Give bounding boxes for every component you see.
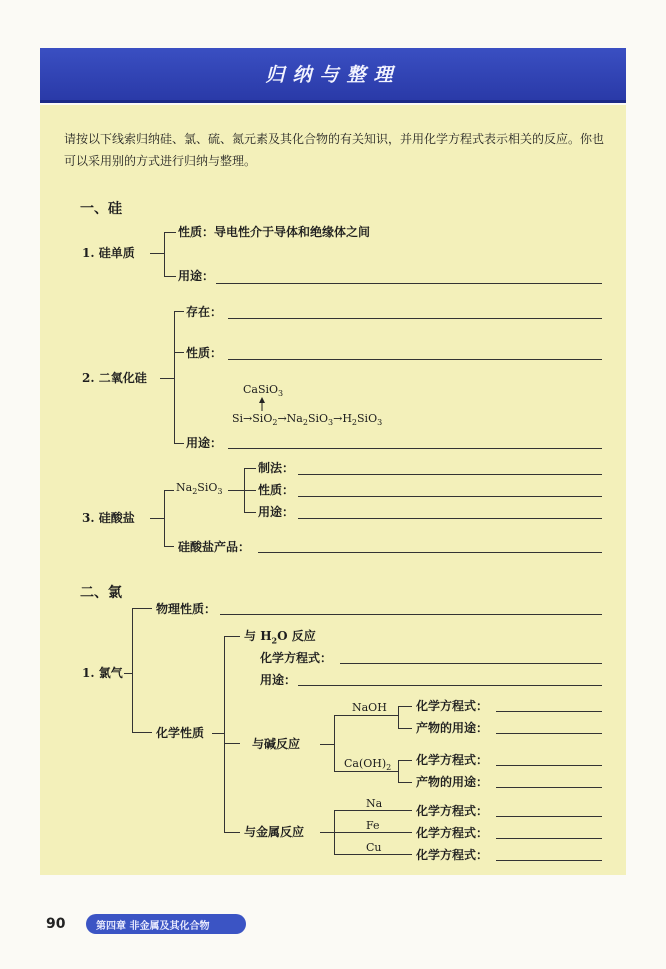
fe-equation-blank <box>496 838 602 839</box>
caoh2-equation-label: 化学方程式： <box>416 753 489 767</box>
silica-use-label: 用途： <box>186 436 223 450</box>
naoh-use-label: 产物的用途： <box>416 721 489 735</box>
formula-na2sio3: $Na_2SiO_3$ <box>176 481 223 497</box>
naoh-use-blank <box>496 733 602 734</box>
chemical-property-label: 化学性质 <box>156 726 205 740</box>
connector-line <box>398 782 412 783</box>
water-equation-blank <box>340 663 602 664</box>
physical-property-blank <box>220 614 602 615</box>
silicate-prep-label: 制法： <box>258 461 295 475</box>
silica-label: 2. 二氧化硅 <box>82 371 147 385</box>
bracket-line <box>334 715 335 771</box>
fe-equation-label: 化学方程式： <box>416 826 489 840</box>
connector-line <box>224 743 240 744</box>
section2-heading: 二、氯 <box>80 585 122 601</box>
connector-line <box>124 673 132 674</box>
connector-line <box>320 744 334 745</box>
bracket-line <box>398 706 399 728</box>
connector-line <box>320 832 334 833</box>
silicon-use-label: 用途： <box>178 269 215 283</box>
page-number: 90 <box>46 916 66 932</box>
physical-property-label: 物理性质： <box>156 602 217 616</box>
connector-line <box>398 706 412 707</box>
silica-exist-label: 存在： <box>186 305 223 319</box>
metal-cu: Cu <box>366 841 382 854</box>
metal-reaction-label: 与金属反应 <box>244 825 305 839</box>
silicate-property-label: 性质： <box>258 483 295 497</box>
bracket-line <box>224 636 225 832</box>
reagent-naoh: NaOH <box>352 701 387 714</box>
connector-line <box>228 490 244 491</box>
caoh2-equation-blank <box>496 765 602 766</box>
silicate-label: 3. 硅酸盐 <box>82 511 135 525</box>
cu-equation-blank <box>496 860 602 861</box>
bracket-line <box>398 760 399 782</box>
naoh-equation-label: 化学方程式： <box>416 699 489 713</box>
caoh2-use-label: 产物的用途： <box>416 775 489 789</box>
formula-casio3: CaSiO$_3$ <box>243 383 284 399</box>
connector-line <box>212 733 224 734</box>
naoh-equation-blank <box>496 711 602 712</box>
na-equation-label: 化学方程式： <box>416 804 489 818</box>
silicon-property-text: 性质：导电性介于导体和绝缘体之间 <box>178 225 371 239</box>
silicon-element-label: 1. 硅单质 <box>82 246 135 260</box>
water-reaction-label: 与 $H_2O$ 反应 <box>244 629 316 646</box>
silicate-product-label: 硅酸盐产品： <box>178 540 251 554</box>
intro-text: 请按以下线索归纳硅、氯、硫、氮元素及其化合物的有关知识，并用化学方程式表示相关的反应。你也可以采用别的方式进行归纳与整理。 <box>64 132 605 168</box>
conversion-chain: $Si\to SiO_2\to Na_2SiO_3\to H_2SiO_3$ <box>232 412 383 428</box>
connector-line <box>132 608 152 609</box>
connector-line <box>132 732 152 733</box>
base-reaction-label: 与碱反应 <box>252 737 301 751</box>
reagent-caoh2: $Ca(OH)_2$ <box>344 757 392 773</box>
connector-line <box>164 490 174 491</box>
na-equation-blank <box>496 816 602 817</box>
banner-title: 归纳与整理 <box>265 64 401 86</box>
connector-line <box>244 512 256 513</box>
water-use-blank <box>298 685 602 686</box>
water-use-label: 用途： <box>260 673 297 687</box>
silicate-use-blank <box>298 518 602 519</box>
connector-line <box>398 728 412 729</box>
chlorine-label: 1. 氯气 <box>82 666 123 680</box>
connector-line <box>224 636 240 637</box>
connector-line <box>224 832 240 833</box>
metal-fe: Fe <box>366 819 380 832</box>
connector-line <box>164 546 174 547</box>
connector-line <box>150 518 164 519</box>
silica-property-label: 性质： <box>186 346 223 360</box>
connector-line <box>334 715 398 716</box>
silicate-prep-blank <box>298 474 602 475</box>
metal-na: Na <box>366 797 383 810</box>
connector-line <box>398 760 412 761</box>
silicate-product-blank <box>258 552 602 553</box>
water-equation-label: 化学方程式： <box>260 651 333 665</box>
water-prefix: 与 <box>244 629 257 643</box>
silicate-use-label: 用途： <box>258 505 295 519</box>
connector-line <box>244 468 256 469</box>
caoh2-use-blank <box>496 787 602 788</box>
connector-line <box>244 490 256 491</box>
bracket-line <box>132 608 133 732</box>
chapter-label: 第四章 非金属及其化合物 <box>96 921 210 932</box>
water-suffix: 反应 <box>291 629 316 643</box>
cu-equation-label: 化学方程式： <box>416 848 489 862</box>
silicate-property-blank <box>298 496 602 497</box>
bracket-line <box>164 490 165 546</box>
section1-heading: 一、硅 <box>80 201 122 217</box>
